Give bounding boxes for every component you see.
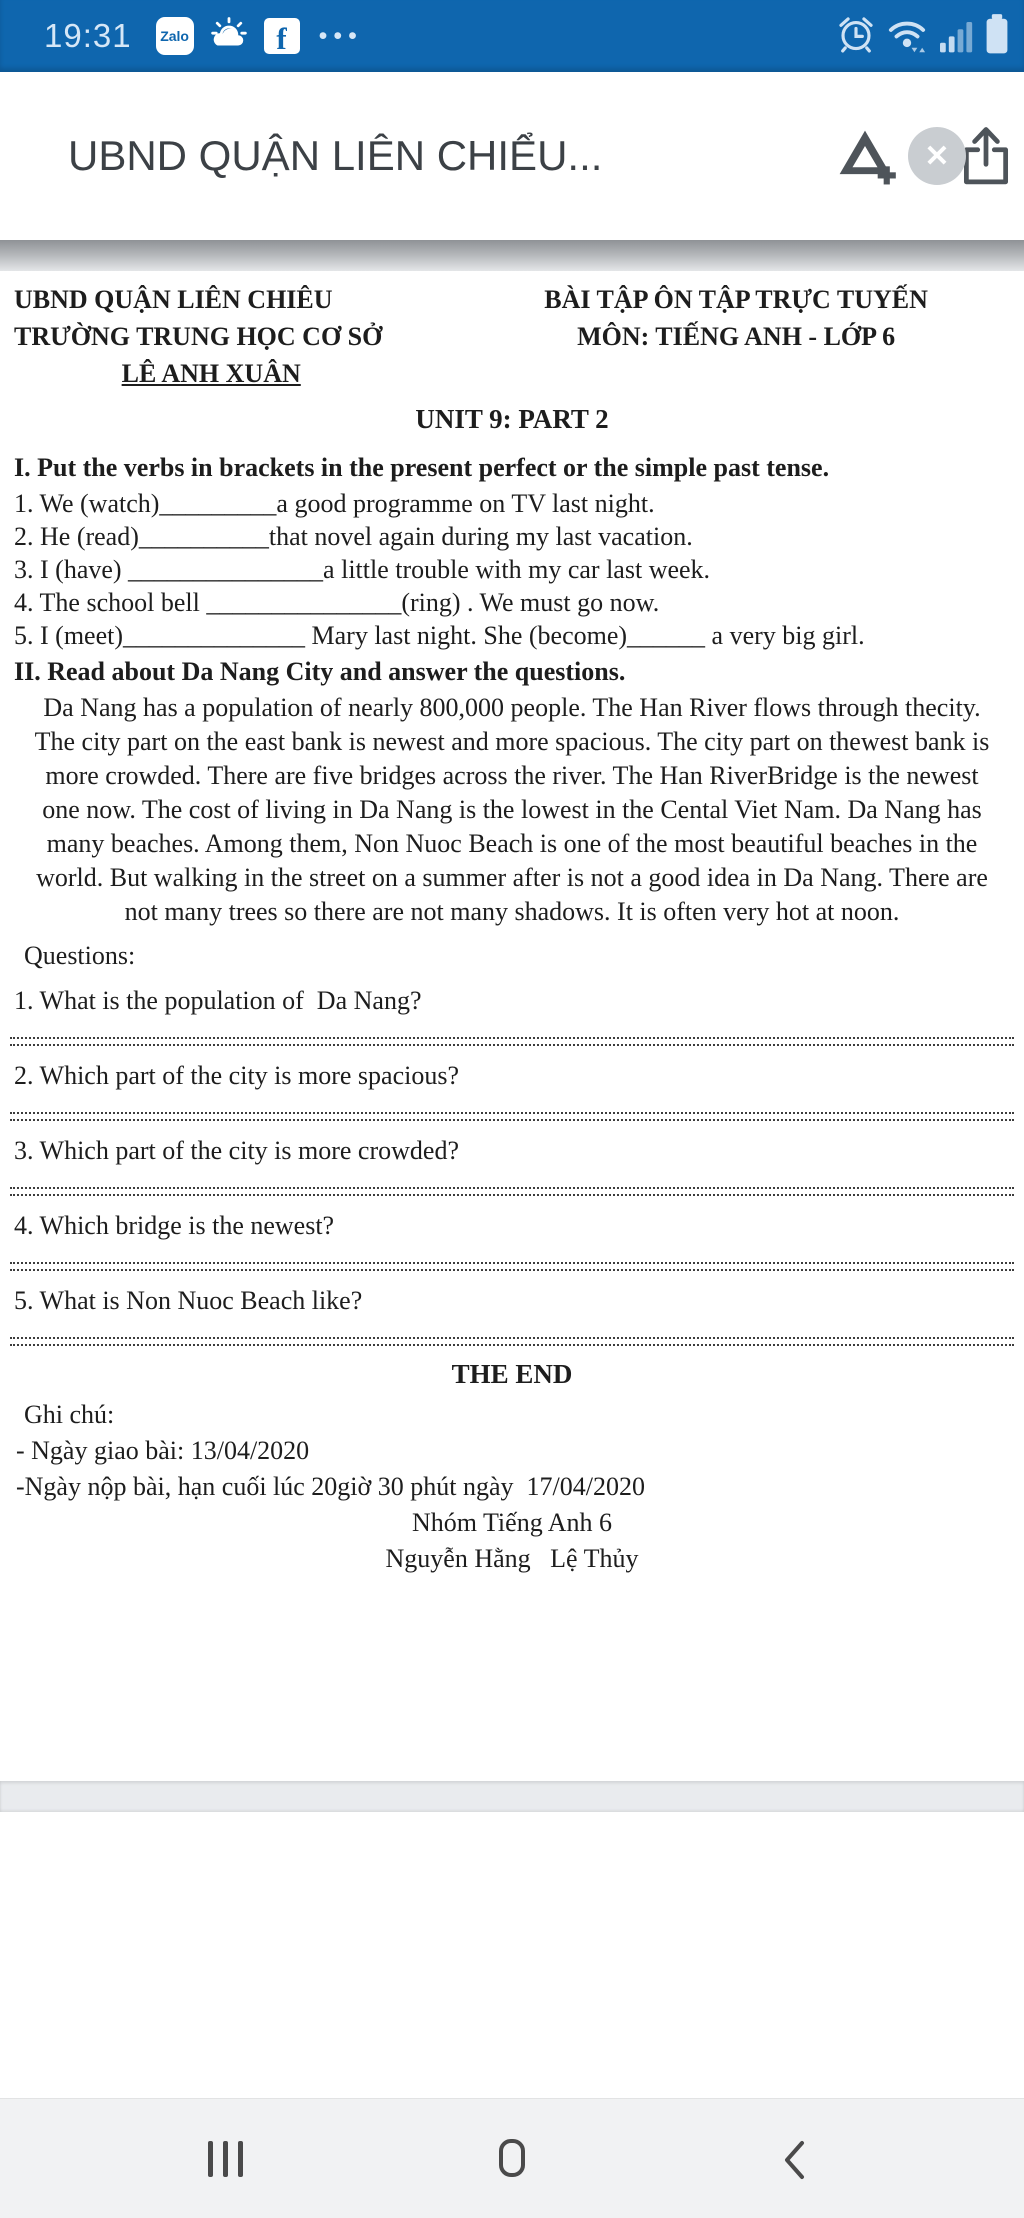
answer-line-2	[10, 1112, 1014, 1121]
question-5: 5. What is Non Nuoc Beach like?	[14, 1286, 363, 1315]
more-notifications-icon: •••	[318, 21, 363, 50]
android-navigation-bar	[0, 2098, 1024, 2218]
document-page-1	[0, 271, 1024, 1781]
exercise-item-4: 4. The school bell _______________(ring) . We must go now.	[14, 588, 660, 617]
weather-icon	[209, 16, 249, 57]
document-header	[0, 271, 1024, 392]
system-icons	[837, 13, 1010, 60]
document-page-2	[0, 1812, 1024, 2098]
note-assigned-date: - Ngày giao bài: 13/04/2020	[16, 1436, 310, 1465]
header-divider	[0, 240, 1024, 271]
question-4: 4. Which bridge is the newest?	[14, 1211, 335, 1240]
close-icon: ✕	[924, 139, 950, 173]
close-button[interactable]	[908, 127, 966, 185]
section2-heading: II. Read about Da Nang City and answer the questions.	[14, 657, 626, 686]
status-bar	[0, 0, 1024, 72]
facebook-icon: f	[264, 18, 300, 54]
authors-names: Nguyễn Hằng Lệ Thủy	[385, 1544, 639, 1573]
exercise-item-5: 5. I (meet)______________ Mary last night. She (become)______ a very big girl.	[14, 621, 865, 650]
exercise-item-3: 3. I (have) _______________a little trouble with my car last week.	[14, 555, 711, 584]
org-line-2: TRƯỜNG TRUNG HỌC CƠ SỞ	[14, 322, 383, 351]
unit-title: UNIT 9: PART 2	[415, 404, 609, 434]
doc-title-line-2: MÔN: TIẾNG ANH - LỚP 6	[577, 322, 896, 351]
back-button[interactable]	[782, 2139, 806, 2186]
battery-icon	[984, 13, 1010, 60]
share-button[interactable]	[958, 125, 1014, 187]
exercise-item-1: 1. We (watch)_________a good programme on TV last night.	[14, 489, 655, 518]
document-file-title: UBND QUẬN LIÊN CHIỂU...	[68, 132, 603, 179]
question-1: 1. What is the population of Da Nang?	[14, 986, 422, 1015]
school-name: LÊ ANH XUÂN	[121, 359, 301, 388]
signal-strength-icon	[939, 14, 973, 59]
answer-line-3	[10, 1187, 1014, 1196]
wifi-icon	[886, 14, 928, 59]
add-to-drive-button[interactable]	[834, 127, 896, 185]
document-header-left	[14, 281, 462, 392]
answer-line-1	[10, 1037, 1014, 1046]
page-separator	[0, 1781, 1024, 1812]
clock-time: 19:31	[44, 17, 132, 54]
group-name: Nhóm Tiếng Anh 6	[411, 1508, 613, 1537]
notification-icons	[156, 16, 363, 57]
note-due-date: -Ngày nộp bài, hạn cuối lúc 20giờ 30 phút ngày 17/04/2020	[16, 1472, 645, 1501]
notes-label: Ghi chú:	[24, 1400, 115, 1429]
doc-title-line-1: BÀI TẬP ÔN TẬP TRỰC TUYẾN	[544, 285, 928, 314]
header-actions	[834, 125, 1014, 187]
alarm-icon	[837, 14, 875, 59]
recent-apps-icon	[208, 2141, 213, 2177]
org-line-1: UBND QUẬN LIÊN CHIÊU	[14, 285, 333, 314]
question-3: 3. Which part of the city is more crowded?	[14, 1136, 459, 1165]
zalo-icon: Zalo	[156, 17, 194, 55]
home-button[interactable]	[499, 2139, 525, 2177]
back-icon	[782, 2139, 806, 2181]
answer-line-5	[10, 1337, 1014, 1346]
the-end-label: THE END	[451, 1359, 573, 1389]
app-header	[0, 72, 1024, 240]
section1-heading: I. Put the verbs in brackets in the present perfect or the simple past tense.	[14, 453, 830, 482]
questions-label: Questions:	[24, 941, 136, 970]
question-2: 2. Which part of the city is more spacious?	[14, 1061, 460, 1090]
exercise-item-2: 2. He (read)__________that novel again during my last vacation.	[14, 522, 693, 551]
recent-apps-button[interactable]	[208, 2141, 243, 2177]
answer-line-4	[10, 1262, 1014, 1271]
document-header-right	[462, 281, 1010, 392]
reading-passage: Da Nang has a population of nearly 800,000 people. The Han River flows through thecity. The city part on the east bank is newest and more spacious. The city part on thewest bank is more crowded. There are five bridges across the river. The Han RiverBridge is the newest one now. The cost of living in Da Nang is the lowest in the Cental Viet Nam. Da Nang has many beaches. Among them, Non Nuoc Beach is one of the most beautiful beaches in the world. But walking in the street on a summer after is not a good idea in Da Nang. There are not many trees so there are not many shadows. It is often very hot at noon.	[34, 693, 990, 926]
